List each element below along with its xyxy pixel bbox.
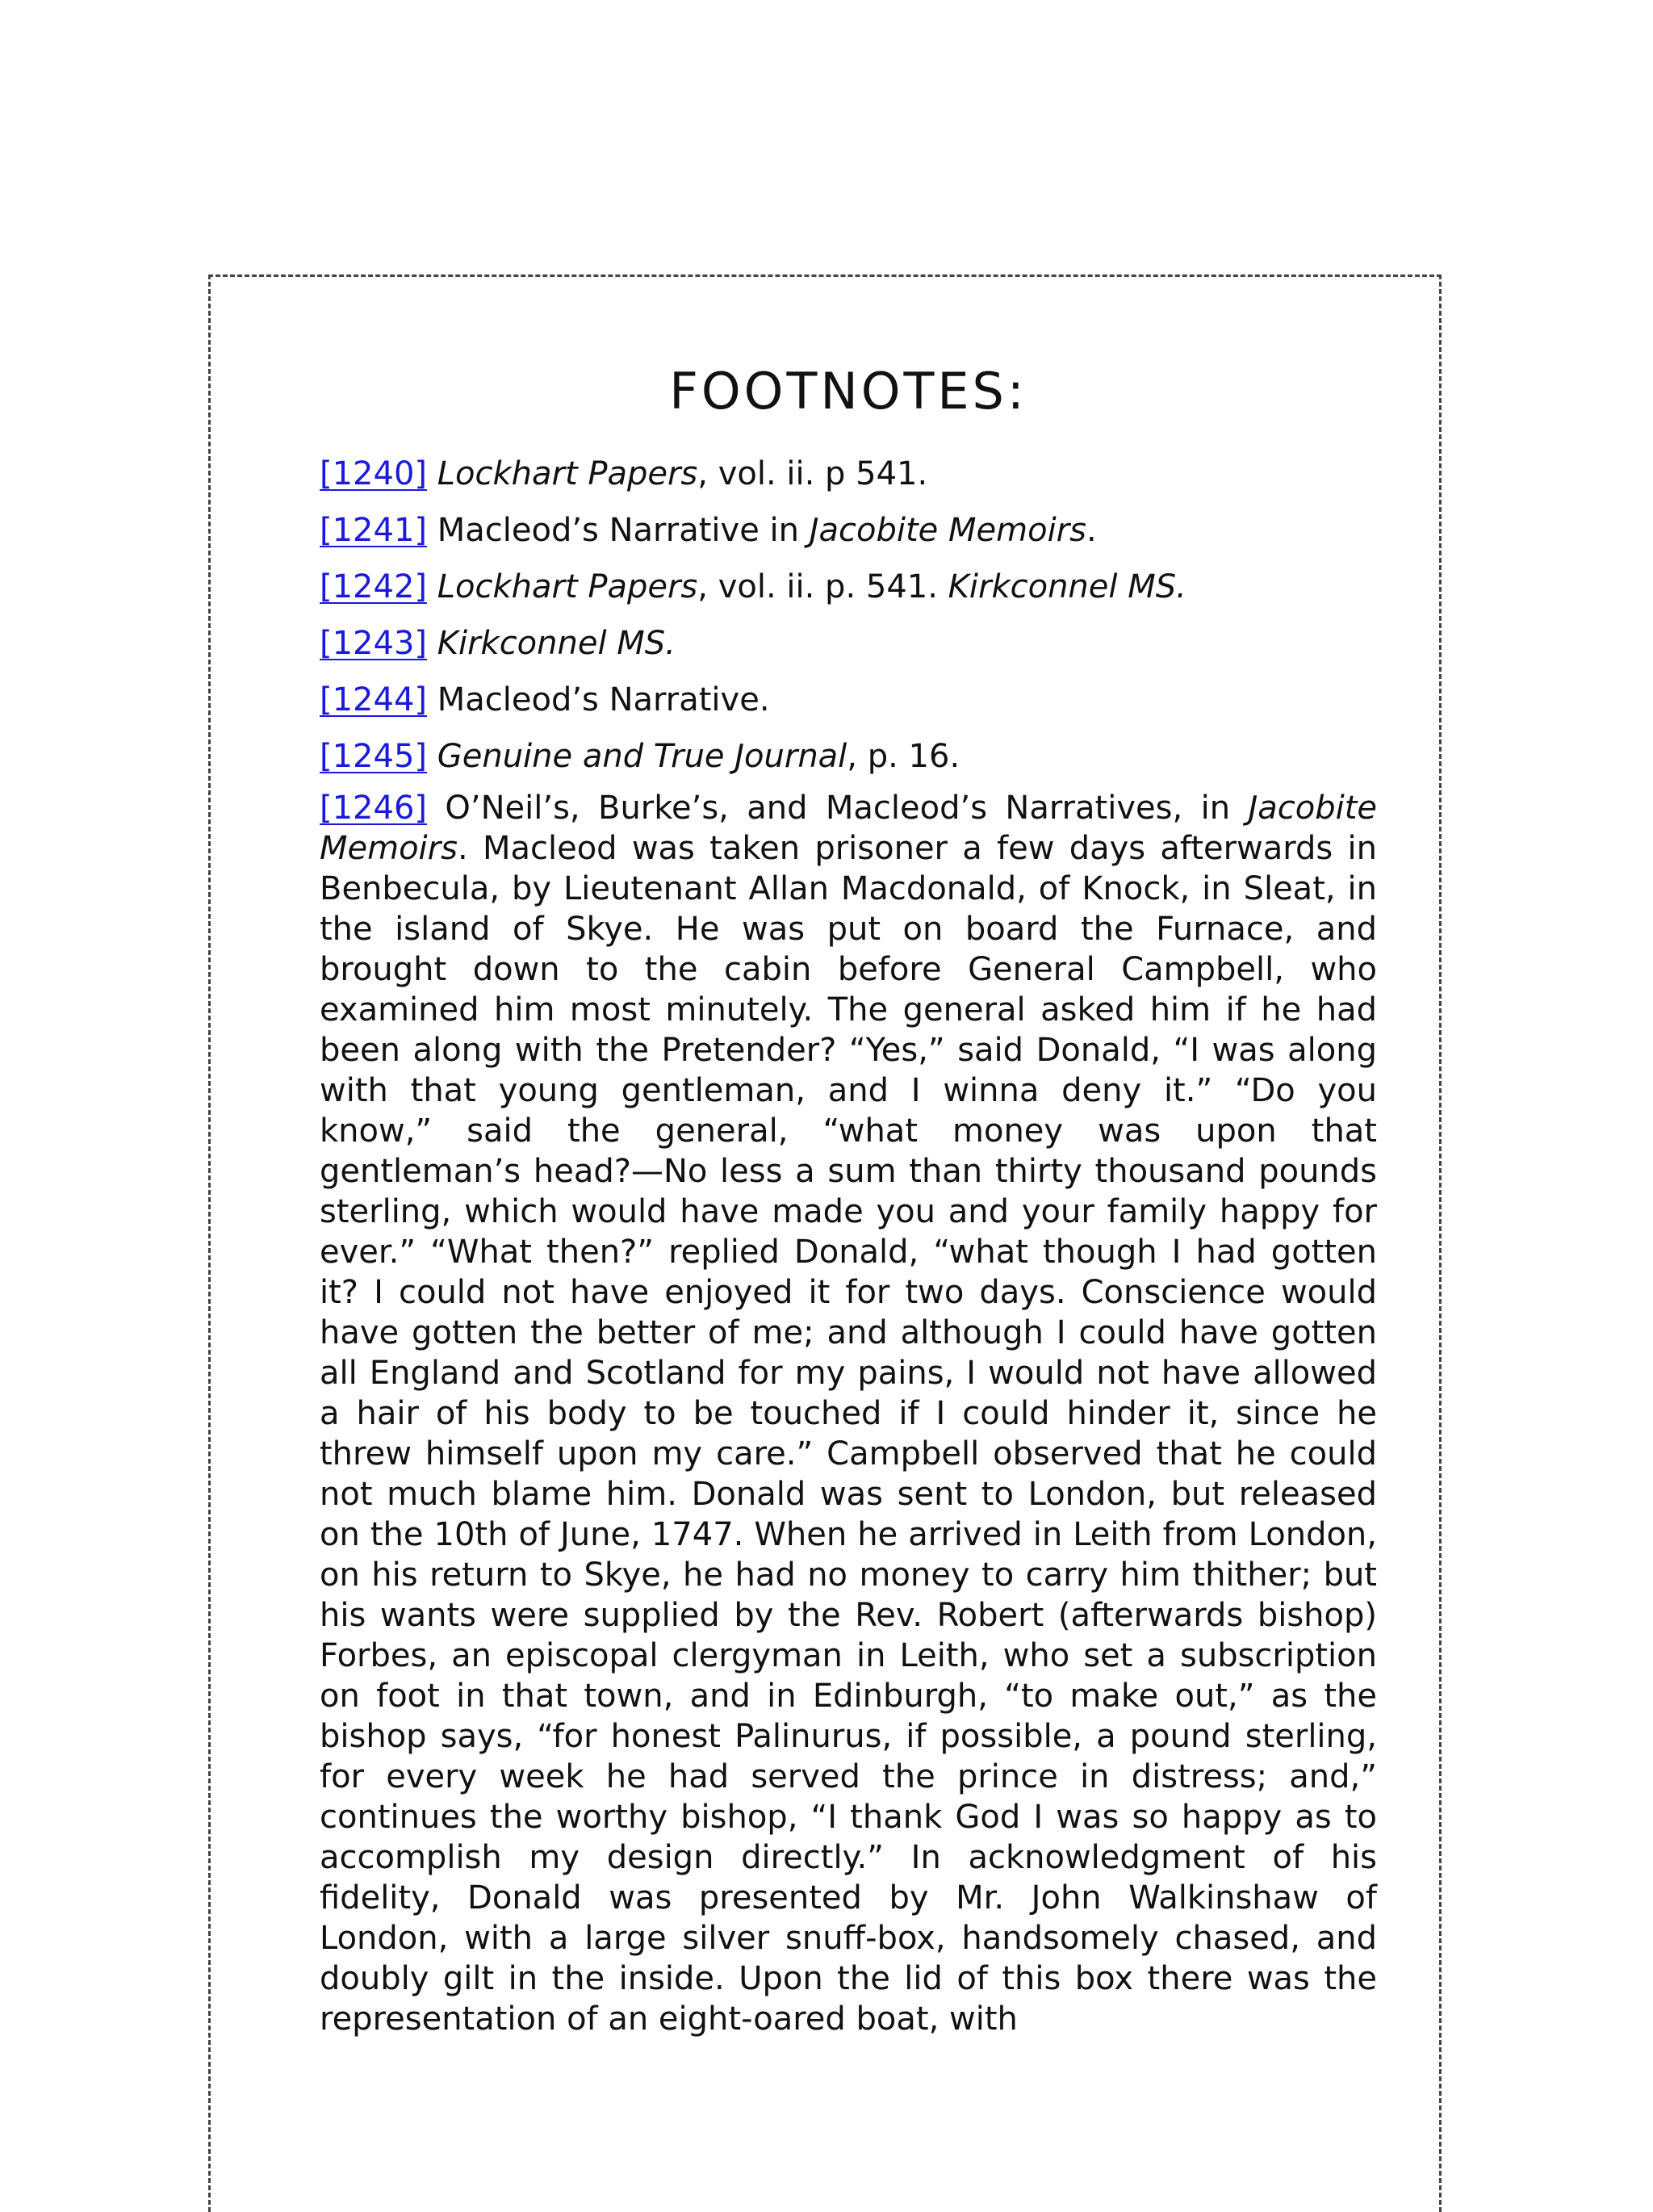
footnote-ref-link[interactable]: [1241] <box>320 512 428 549</box>
footnote-text: Kirkconnel MS. <box>437 625 676 662</box>
footnote-text: Lockhart Papers <box>437 568 698 605</box>
footnote-text: Macleod’s Narrative. <box>437 681 770 718</box>
footnote-1244 <box>320 672 1377 728</box>
footnote-1245 <box>320 728 1377 785</box>
footnote-ref-link[interactable]: [1245] <box>320 738 428 775</box>
footnote-text: Jacobite Memoirs <box>809 512 1086 549</box>
footnote-text: , vol. ii. p 541. <box>697 455 928 492</box>
footnote-text: . <box>1086 512 1097 549</box>
footnote-text: , p. 16. <box>847 738 960 775</box>
footnote-text: , vol. ii. p. 541. <box>697 568 948 605</box>
footnote-text: Macleod’s Narrative in <box>437 512 810 549</box>
footnote-text: Genuine and True Journal <box>437 738 847 775</box>
footnote-ref-link[interactable]: [1240] <box>320 455 428 492</box>
footnote-text: O’Neil’s, Burke’s, and Macleod’s Narratives, in <box>445 790 1249 827</box>
footnote-1241 <box>320 502 1377 559</box>
footnote-text: Lockhart Papers <box>437 455 698 492</box>
footnote-text: Jacobite Memoirs <box>320 790 1378 867</box>
footnote-ref-link[interactable]: [1242] <box>320 568 428 605</box>
footnote-1242 <box>320 559 1377 615</box>
footnote-ref-link[interactable]: [1243] <box>320 625 428 662</box>
footnote-1243 <box>320 615 1377 672</box>
footnotes-heading: FOOTNOTES: <box>669 362 1027 421</box>
footnote-1246 <box>320 788 1377 2039</box>
footnotes-section <box>320 355 1377 2039</box>
footnote-ref-link[interactable]: [1246] <box>320 790 428 827</box>
footnote-text: Kirkconnel MS. <box>948 568 1186 605</box>
footnote-text: . Macleod was taken prisoner a few days afterwards in Benbecula, by Lieutenant Allan Macdonald, of Knock, in Sleat, in the island of Skye. He was put on board the Furnace, and brought down to the cabin before General Campbell, who examined him most minutely. The general asked him if he had been along with the Pretender? “Yes,” said Donald, “I was along with that young gentleman, and I winna deny it.” “Do you know,” said the general, “what money was upon that gentleman’s head?—No less a sum than thirty thousand pounds sterling, which would have made you and your family happy for ever.” “What then?” replied Donald, “what though I had gotten it? I could not have enjoyed it for two days. Conscience would have gotten the better of me; and although I could have gotten all England and Scotland for my pains, I would not have allowed a hair of his body to be touched if I could hinder it, since he threw himself upon my care.” Campbell observed that he could not much blame him. Donald was sent to London, but released on the 10th of June, 1747. When he arrived in Leith from London, on his return to Skye, he had no money to carry him thither; but his wants were supplied by the Rev. Robert (afterwards bishop) Forbes, an episcopal clergyman in Leith, who set a subscription on foot in that town, and in Edinburgh, “to make out,” as the bishop says, “for honest Palinurus, if possible, a pound sterling, for every week he had served the prince in distress; and,” continues the worthy bishop, “I thank God I was so happy as to accomplish my design directly.” In acknowledgment of his fidelity, Donald was presented by Mr. John Walkinshaw of London, with a large silver snuff-box, handsomely chased, and doubly gilt in the inside. Upon the lid of this box there was the representation of an eight-oared boat, with <box>320 830 1377 2038</box>
footnote-ref-link[interactable]: [1244] <box>320 681 428 718</box>
footnote-1240 <box>320 446 1377 502</box>
